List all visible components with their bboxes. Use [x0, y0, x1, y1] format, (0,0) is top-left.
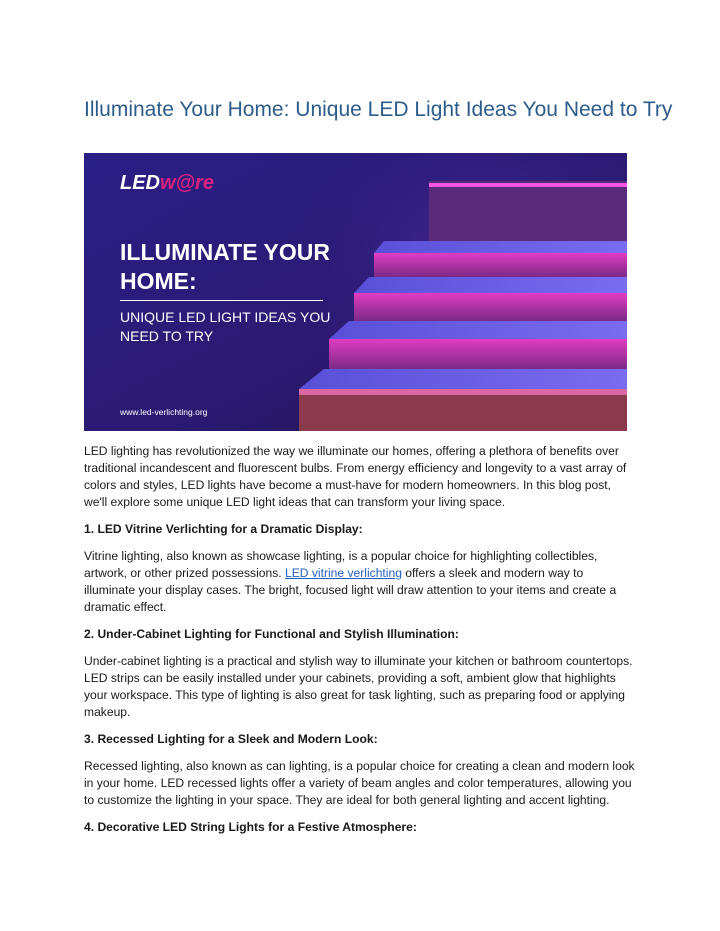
section-heading-1: 1. LED Vitrine Verlichting for a Dramatic Display: — [84, 522, 363, 536]
section-text-1b: offers a sleek and modern way to illuminate your display cases. The bright, focused light will draw attention to your items and create a dramatic effect. — [84, 566, 617, 614]
section-paragraph-1 — [84, 548, 636, 616]
banner-logo-ware: w@re — [160, 172, 214, 194]
banner-image — [84, 153, 627, 431]
section-paragraph-3: Recessed lighting, also known as can lighting, is a popular choice for creating a clean and modern look in your home. LED recessed lights offer a variety of beam angles and color temperatures, allowing you to customize the lighting in your space. They are ideal for both general lighting and accent lighting. — [84, 759, 635, 807]
banner-subheading-line1: UNIQUE LED LIGHT IDEAS YOU — [120, 309, 331, 325]
banner-heading-line1: ILLUMINATE YOUR — [120, 239, 330, 265]
section-text-1a: Vitrine lighting, also known as showcase lighting, is a popular choice for highlighting collectibles, artwork, or other prized possessions. — [84, 549, 598, 580]
svg-text:LEDw@re — [120, 172, 214, 194]
led-vitrine-link[interactable]: LED vitrine verlichting — [284, 566, 402, 580]
banner-url: www.led-verlichting.org — [120, 407, 208, 417]
section-heading-2: 2. Under-Cabinet Lighting for Functional and Stylish Illumination: — [84, 627, 459, 641]
banner-heading-line2: HOME: — [120, 268, 197, 294]
banner-subheading-line2: NEED TO TRY — [120, 328, 214, 344]
intro-paragraph: LED lighting has revolutionized the way we illuminate our homes, offering a plethora of benefits over traditional incandescent and fluorescent bulbs. From energy efficiency and longevity to a vast array of colors and styles, LED lights have become a must-have for modern homeowners. In this blog post, we'll explore some unique LED light ideas that can transform your living space. — [84, 444, 627, 509]
article-body — [84, 443, 636, 846]
page-title: Illuminate Your Home: Unique LED Light Ideas You Need to Try — [84, 98, 673, 121]
banner-divider — [120, 300, 323, 301]
section-heading-4: 4. Decorative LED String Lights for a Festive Atmosphere: — [84, 820, 417, 834]
banner-logo-led: LED — [120, 172, 160, 194]
section-paragraph-2: Under-cabinet lighting is a practical and stylish way to illuminate your kitchen or bathroom countertops. LED strips can be easily installed under your cabinets, providing a soft, ambient glow that highlights your workspace. This type of lighting is also great for task lighting, such as preparing food or applying makeup. — [84, 654, 633, 719]
section-heading-3: 3. Recessed Lighting for a Sleek and Modern Look: — [84, 732, 378, 746]
